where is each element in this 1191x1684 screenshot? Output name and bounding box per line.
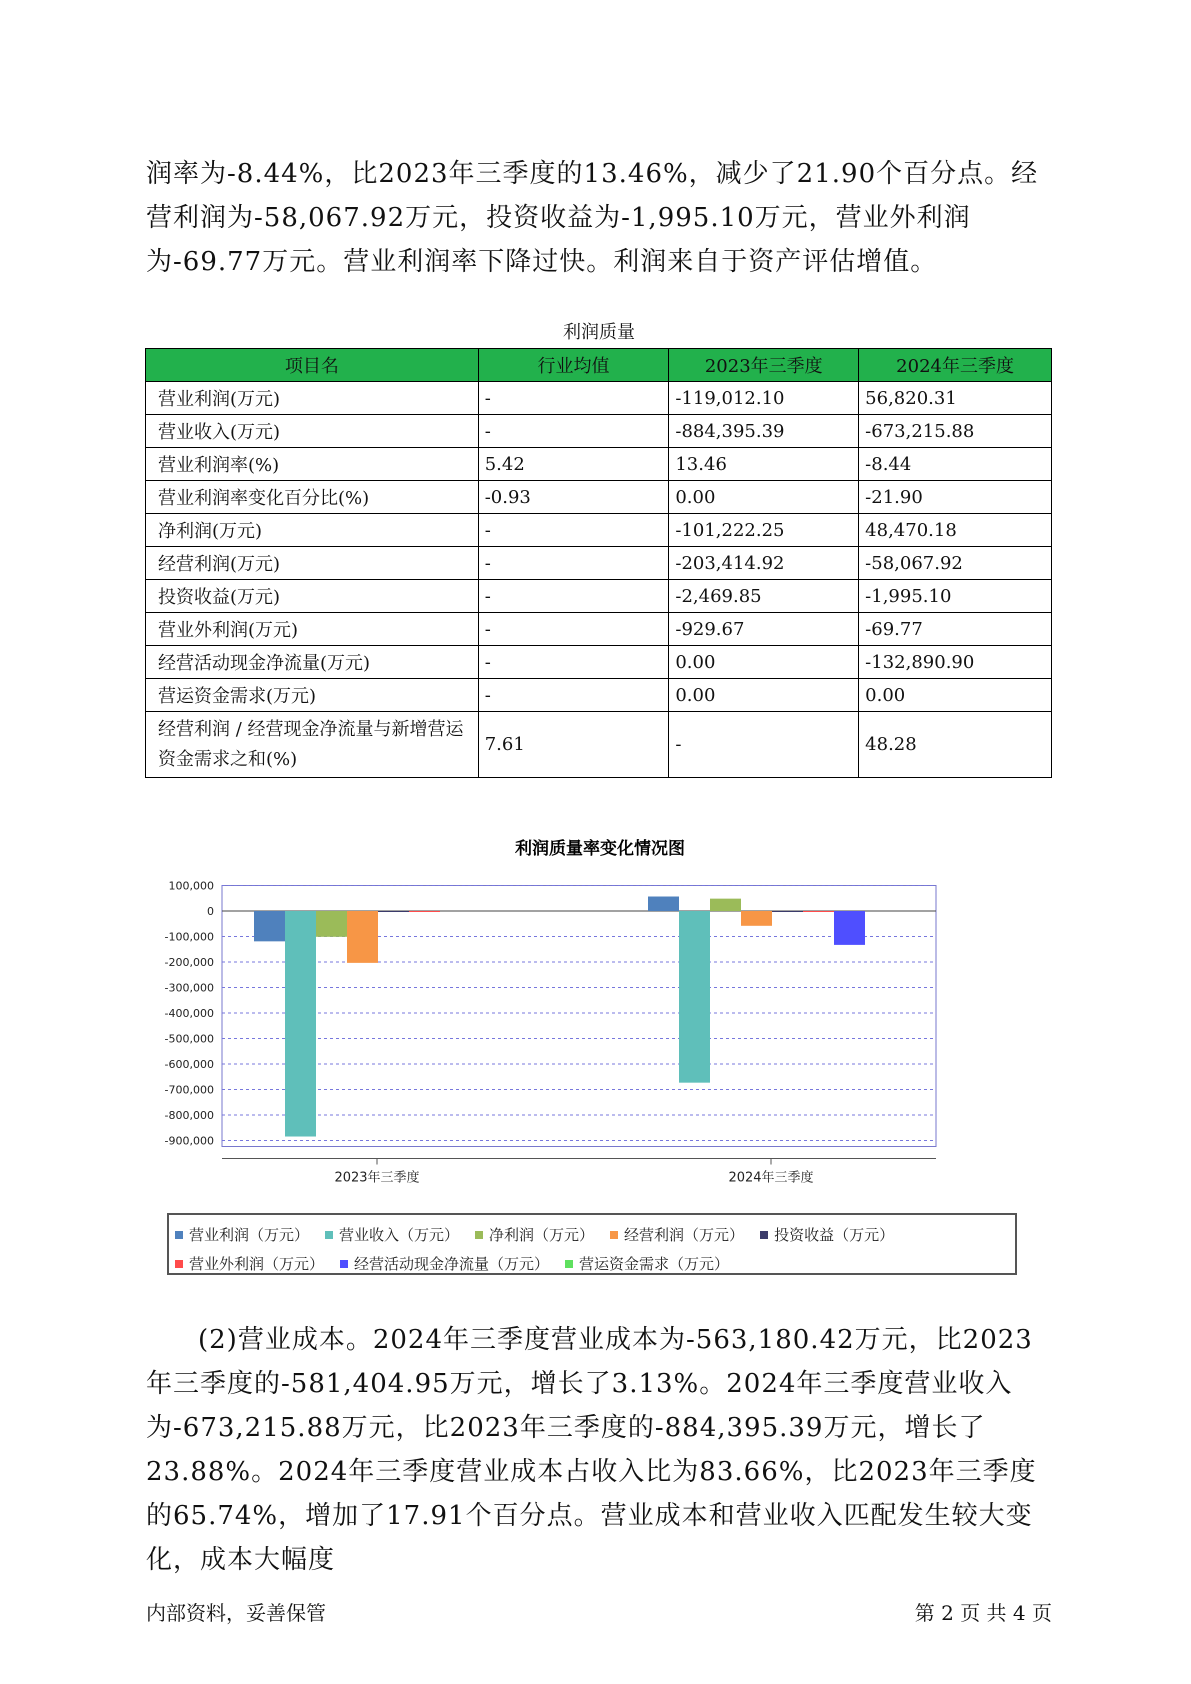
bar [648,897,679,911]
y-tick-label: -800,000 [164,1109,214,1122]
cell-value: -21.90 [859,481,1052,514]
legend-swatch [475,1231,483,1239]
bar [772,911,803,912]
chart-title: 利润质量率变化情况图 [515,839,685,859]
table-row [146,514,1052,547]
cell-value: -119,012.10 [669,382,859,415]
row-label: 营业利润(万元) [146,382,479,415]
legend-label: 营运资金需求（万元） [579,1255,730,1273]
row-label: 净利润(万元) [146,514,479,547]
cell-value: - [478,580,669,613]
table-caption: 利润质量 [563,322,635,343]
cell-value: -673,215.88 [859,415,1052,448]
cell-value: 48,470.18 [859,514,1052,547]
bar [834,911,865,945]
cell-value: - [478,613,669,646]
cell-value: -58,067.92 [859,547,1052,580]
cell-value: - [669,712,859,778]
cell-value: -1,995.10 [859,580,1052,613]
table-row [146,547,1052,580]
chart-canvas [150,830,1050,1210]
table-row [146,580,1052,613]
bar [285,911,316,1137]
legend-item [175,1224,309,1245]
y-tick-label: -900,000 [164,1134,214,1148]
cell-value: - [478,382,669,415]
cell-value: 0.00 [669,481,859,514]
paragraph-operating-cost [146,1318,1052,1582]
cell-value: -929.67 [669,613,859,646]
legend-swatch [565,1260,573,1268]
legend-item [340,1253,549,1274]
table-row [146,646,1052,679]
cell-value: 56,820.31 [859,382,1052,415]
row-label: 营业利润率(%) [146,448,479,481]
legend-label: 营业利润（万元） [189,1226,310,1244]
legend-swatch [340,1260,348,1268]
cell-value: -101,222.25 [669,514,859,547]
legend-item [175,1253,324,1274]
cell-value: -8.44 [859,448,1052,481]
legend-label: 营业外利润（万元） [189,1255,325,1273]
cell-value: 48.28 [859,712,1052,778]
y-tick-label: -500,000 [164,1032,214,1046]
table-header-row [146,349,1052,382]
row-label: 投资收益(万元) [146,580,479,613]
header-2024-q3: 2024年三季度 [859,349,1052,382]
legend-swatch [325,1231,333,1239]
y-tick-label: 0 [207,905,214,918]
x-category-label: 2024年三季度 [728,1170,814,1186]
bar [679,911,710,1083]
cell-value: - [478,646,669,679]
cell-value: -69.77 [859,613,1052,646]
row-label: 经营活动现金净流量(万元) [146,646,479,679]
row-label: 营业利润率变化百分比(%) [146,481,479,514]
row-label: 经营利润(万元) [146,547,479,580]
cell-value: - [478,514,669,547]
legend-swatch [610,1231,618,1239]
cell-value: 13.46 [669,448,859,481]
cell-value: 0.00 [859,679,1052,712]
paragraph-profit-summary: 润率为-8.44%，比2023年三季度的13.46%，减少了21.90个百分点。经营利润为-58,067.92万元，投资收益为-1,995.10万元，营业外利润为-69.77万元。营业利润率下降过快。利润来自于资产评估增值。 [146,159,1039,277]
bar [347,911,378,963]
cell-value: - [478,415,669,448]
cell-value: 5.42 [478,448,669,481]
bar [254,911,285,941]
bar [409,911,440,912]
chart-bars [254,897,865,1137]
y-tick-label: -700,000 [164,1083,214,1097]
cell-value: - [478,547,669,580]
y-tick-label: -300,000 [164,981,214,995]
legend-item [325,1224,459,1245]
legend-swatch [175,1231,183,1239]
legend-label: 经营活动现金净流量（万元） [354,1255,550,1273]
table-row [146,481,1052,514]
row-label: 经营利润 / 经营现金净流量与新增营运资金需求之和(%) [146,712,479,778]
bar [741,911,772,926]
cell-value: -0.93 [478,481,669,514]
table-row [146,613,1052,646]
x-category-label: 2023年三季度 [334,1170,420,1186]
bar [803,911,834,912]
legend-swatch [760,1231,768,1239]
cell-value: 0.00 [669,646,859,679]
legend-item [760,1224,894,1245]
legend-row [175,1249,1015,1278]
legend-item [565,1253,729,1274]
legend-item [475,1224,594,1245]
y-tick-label: -100,000 [164,930,214,944]
footer-confidential-note: 内部资料，妥善保管 [146,1601,326,1625]
legend-label: 经营利润（万元） [624,1226,745,1244]
y-tick-label: -600,000 [164,1058,214,1071]
profit-quality-chart [150,830,1050,1290]
chart-x-axis [222,1159,936,1186]
table-row [146,382,1052,415]
table-row [146,679,1052,712]
bar [316,911,347,937]
row-label: 营业外利润(万元) [146,613,479,646]
legend-item [610,1224,744,1245]
bar [378,911,409,912]
legend-label: 净利润（万元） [489,1226,595,1244]
chart-y-axis [165,880,214,1148]
y-tick-label: 100,000 [168,879,214,893]
cell-value: -132,890.90 [859,646,1052,679]
legend-swatch [175,1260,183,1268]
legend-label: 营业收入（万元） [339,1226,460,1244]
cell-value: -2,469.85 [669,580,859,613]
header-item-name: 项目名 [146,349,479,382]
row-label: 营业收入(万元) [146,415,479,448]
cell-value: - [478,679,669,712]
header-2023-q3: 2023年三季度 [669,349,859,382]
header-industry-average: 行业均值 [478,349,669,382]
paragraph-operating-cost-text: (2)营业成本。2024年三季度营业成本为-563,180.42万元，比2023年三季度的-581,404.95万元，增长了3.13%。2024年三季度营业收入为-673,215.88万元，比2023年三季度的-884,395.39万元，增长了23.88%。2024年三季度营业成本占收入比为83.66%，比2023年三季度的65.74%，增加了17.91个百分点。营业成本和营业收入匹配发生较大变化，成本大幅度 [146,1325,1037,1575]
bar [710,899,741,911]
table-row [146,415,1052,448]
table-row [146,712,1052,778]
cell-value: 0.00 [669,679,859,712]
row-label: 营运资金需求(万元) [146,679,479,712]
chart-legend [167,1213,1017,1275]
y-tick-label: -400,000 [164,1007,214,1020]
cell-value: -203,414.92 [669,547,859,580]
y-tick-label: -200,000 [164,956,214,969]
cell-value: 7.61 [478,712,669,778]
table-row [146,448,1052,481]
cell-value: -884,395.39 [669,415,859,448]
footer-page-number: 第 2 页 共 4 页 [914,1601,1052,1625]
profit-quality-table [145,348,1052,778]
legend-row [175,1220,1015,1249]
legend-label: 投资收益（万元） [774,1226,895,1244]
